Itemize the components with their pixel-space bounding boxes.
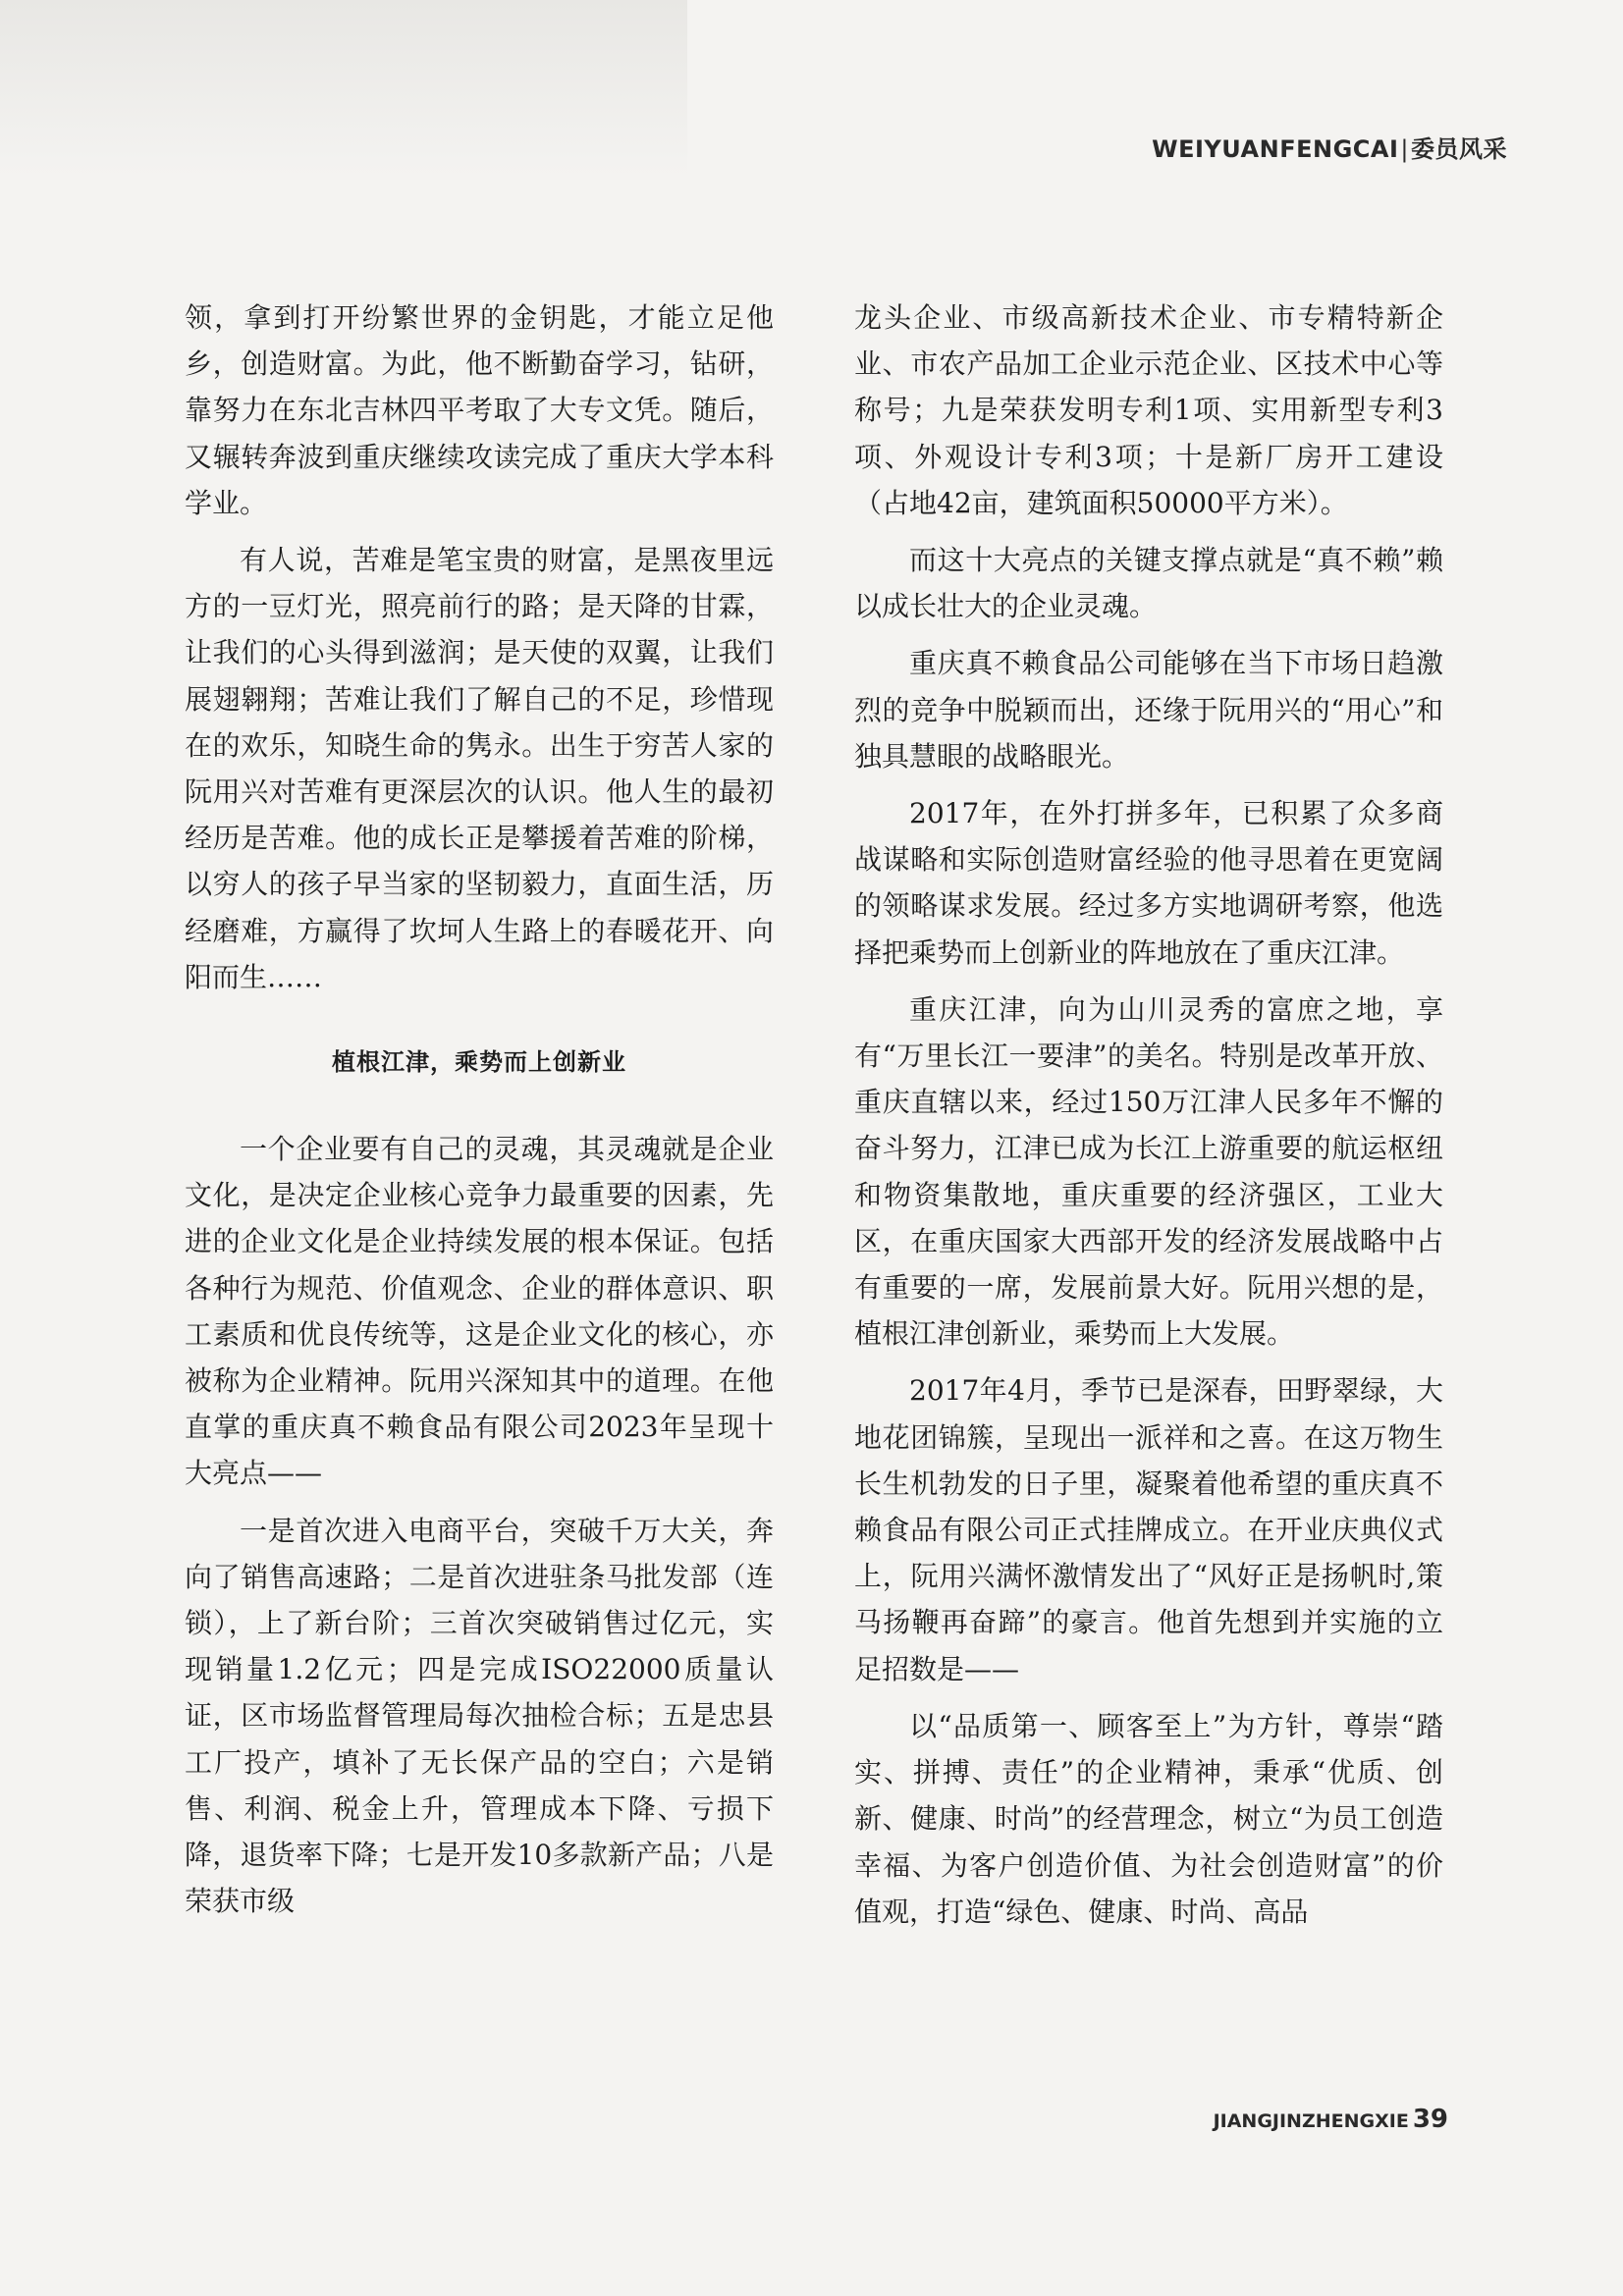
body-paragraph: 2017年，在外打拼多年，已积累了众多商战谋略和实际创造财富经验的他寻思着在更宽阔的领略谋求发展。经过多方实地调研考察，他选择把乘势而上创新业的阵地放在了重庆江津。 bbox=[854, 797, 1443, 969]
right-column bbox=[854, 294, 1443, 1946]
body-paragraph: 而这十大亮点的关键支撑点就是“真不赖”赖以成长壮大的企业灵魂。 bbox=[854, 544, 1443, 623]
body-paragraph: 有人说，苦难是笔宝贵的财富，是黑夜里远方的一豆灯光，照亮前行的路；是天降的甘霖，让我们的心头得到滋润；是天使的双翼，让我们展翅翱翔；苦难让我们了解自己的不足，珍惜现在的欢乐，知晓生命的隽永。出生于穷苦人家的阮用兴对苦难有更深层次的认识。他人生的最初经历是苦难。他的成长正是攀援着苦难的阶梯，以穷人的孩子早当家的坚韧毅力，直面生活，历经磨难，方赢得了坎坷人生路上的春暖花开、向阳而生…… bbox=[185, 544, 774, 993]
body-paragraph: 以“品质第一、顾客至上”为方针，尊崇“踏实、拼搏、责任”的企业精神，秉承“优质、创新、健康、时尚”的经营理念，树立“为员工创造幸福、为客户创造价值、为社会创造财富”的价值观，打造“绿色、健康、时尚、高品 bbox=[854, 1709, 1443, 1928]
running-header bbox=[1152, 130, 1507, 164]
body-paragraph: 2017年4月，季节已是深春，田野翠绿，大地花团锦簇，呈现出一派祥和之喜。在这万物生长生机勃发的日子里，凝聚着他希望的重庆真不赖食品有限公司正式挂牌成立。在开业庆典仪式上，阮用兴满怀激情发出了“风好正是扬帆时,策马扬鞭再奋蹄”的豪言。他首先想到并实施的立足招数是—— bbox=[854, 1374, 1443, 1685]
body-paragraph: 一个企业要有自己的灵魂，其灵魂就是企业文化，是决定企业核心竞争力最重要的因素，先进的企业文化是企业持续发展的根本保证。包括各种行为规范、价值观念、企业的群体意识、职工素质和优良传统等，这是企业文化的核心，亦被称为企业精神。阮用兴深知其中的道理。在他直掌的重庆真不赖食品有限公司2023年呈现十大亮点—— bbox=[185, 1133, 774, 1490]
left-column bbox=[185, 294, 774, 1936]
page-number: 39 bbox=[1412, 2105, 1448, 2134]
running-footer bbox=[1214, 2105, 1448, 2134]
body-paragraph: 龙头企业、市级高新技术企业、市专精特新企业、市农产品加工企业示范企业、区技术中心等称号；九是荣获发明专利1项、实用新型专利3项、外观设计专利3项；十是新厂房开工建设（占地42亩，建筑面积50000平方米）。 bbox=[854, 301, 1443, 519]
body-paragraph: 重庆真不赖食品公司能够在当下市场日趋激烈的竞争中脱颖而出，还缘于阮用兴的“用心”和独具慧眼的战略眼光。 bbox=[854, 647, 1443, 773]
header-section-title: 委员风采 bbox=[1411, 135, 1507, 163]
footer-latin: JIANGJINZHENGXIE bbox=[1213, 2110, 1409, 2132]
body-paragraph: 一是首次进入电商平台，突破千万大关，奔向了销售高速路；二是首次进驻条马批发部（连锁），上了新台阶；三首次突破销售过亿元，实现销量1.2亿元；四是完成ISO22000质量认证，区市场监督管理局每次抽检合标；五是忠县工厂投产，填补了无长保产品的空白；六是销售、利润、税金上升，管理成本下降、亏损下降，退货率下降；七是开发10多款新产品；八是荣获市级 bbox=[185, 1514, 774, 1918]
body-paragraph: 领，拿到打开纷繁世界的金钥匙，才能立足他乡，创造财富。为此，他不断勤奋学习，钻研，靠努力在东北吉林四平考取了大专文凭。随后，又辗转奔波到重庆继续攻读完成了重庆大学本科学业。 bbox=[185, 301, 774, 519]
body-paragraph: 重庆江津，向为山川灵秀的富庶之地，享有“万里长江一要津”的美名。特别是改革开放、重庆直辖以来，经过150万江津人民多年不懈的奋斗努力，江津已成为长江上游重要的航运枢纽和物资集散地，重庆重要的经济强区，工业大区，在重庆国家大西部开发的经济发展战略中占有重要的一席，发展前景大好。阮用兴想的是，植根江津创新业，乘势而上大发展。 bbox=[854, 992, 1443, 1351]
section-heading: 植根江津，乘势而上创新业 bbox=[332, 1048, 626, 1077]
header-separator: | bbox=[1400, 135, 1409, 163]
page-background-shade bbox=[0, 0, 687, 177]
header-latin: WEIYUANFENGCAI bbox=[1152, 135, 1399, 163]
